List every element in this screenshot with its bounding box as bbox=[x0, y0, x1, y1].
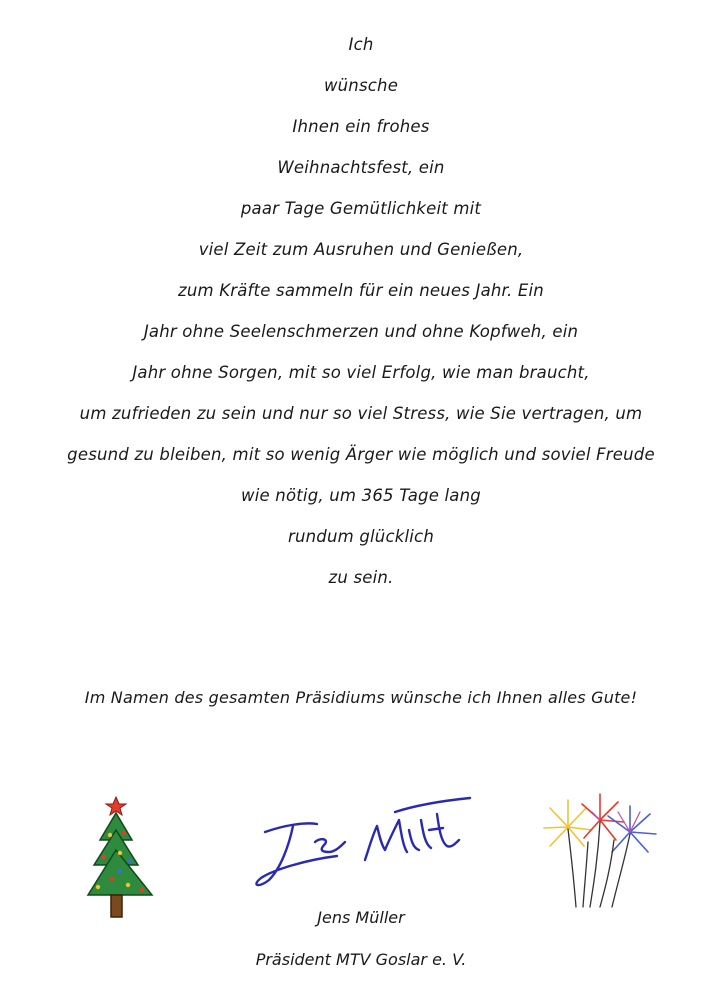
signer-title: Präsident MTV Goslar e. V. bbox=[255, 950, 467, 969]
signer-name: Jens Müller bbox=[317, 908, 405, 927]
fireworks-icon bbox=[528, 782, 668, 912]
poem-line: viel Zeit zum Ausruhen und Genießen, bbox=[198, 240, 524, 259]
poem-line: gesund zu bleiben, mit so wenig Ärger wie möglich und soviel Freude bbox=[67, 445, 655, 464]
poem-text bbox=[0, 30, 722, 604]
poem-line: um zufrieden zu sein und nur so viel Stress, wie Sie vertragen, um bbox=[79, 404, 643, 423]
poem-line: Jahr ohne Seelenschmerzen und ohne Kopfweh, ein bbox=[143, 322, 579, 341]
poem-line: wünsche bbox=[323, 76, 399, 95]
closing-greeting: Im Namen des gesamten Präsidiums wünsche ich Ihnen alles Gute! bbox=[84, 688, 638, 707]
poem-line: rundum glücklich bbox=[288, 527, 434, 546]
poem-line: Weihnachtsfest, ein bbox=[277, 158, 445, 177]
poem-line: paar Tage Gemütlichkeit mit bbox=[240, 199, 482, 218]
poem-line: wie nötig, um 365 Tage lang bbox=[241, 486, 481, 505]
christmas-tree-icon bbox=[80, 795, 170, 925]
handwritten-signature bbox=[245, 790, 475, 900]
poem-line: zu sein. bbox=[328, 568, 394, 587]
poem-line: zum Kräfte sammeln für ein neues Jahr. Ein bbox=[178, 281, 544, 300]
poem-line: Ihnen ein frohes bbox=[292, 117, 430, 136]
poem-line: Jahr ohne Sorgen, mit so viel Erfolg, wie man braucht, bbox=[132, 363, 590, 382]
poem-line: Ich bbox=[348, 35, 374, 54]
